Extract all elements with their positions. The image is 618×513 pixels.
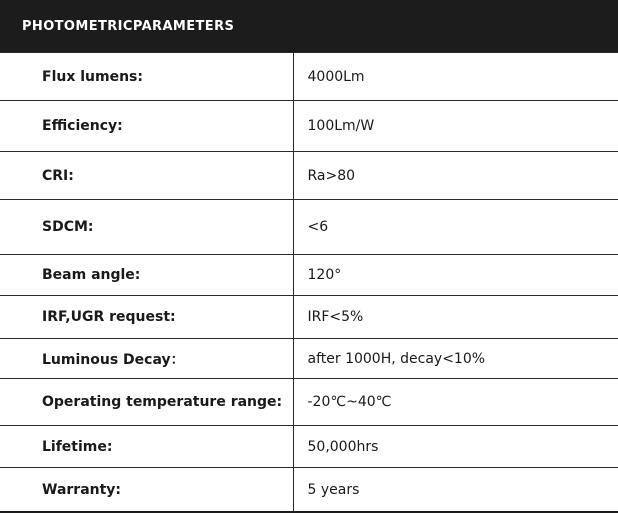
- table-title: PHOTOMETRICPARAMETERS: [22, 18, 235, 34]
- table-row: [0, 255, 618, 296]
- row-label: Luminous Decay：: [0, 339, 293, 379]
- row-value: 120°: [293, 255, 618, 296]
- table-row: [0, 339, 618, 379]
- row-label: SDCM:: [0, 200, 293, 255]
- row-label: IRF,UGR request:: [0, 296, 293, 339]
- row-value: 50,000hrs: [293, 426, 618, 468]
- table-header: [0, 0, 618, 52]
- row-label: Efficiency:: [0, 101, 293, 152]
- table-row: [0, 152, 618, 200]
- row-label: Operating temperature range:: [0, 379, 293, 426]
- table-row: [0, 426, 618, 468]
- row-value: after 1000H, decay<10%: [293, 339, 618, 379]
- row-value: -20℃~40℃: [293, 379, 618, 426]
- row-value: IRF<5%: [293, 296, 618, 339]
- row-label: Flux lumens:: [0, 53, 293, 101]
- table-row: [0, 200, 618, 255]
- row-value: 4000Lm: [293, 53, 618, 101]
- table-row: [0, 101, 618, 152]
- row-value: <6: [293, 200, 618, 255]
- table-row: [0, 468, 618, 512]
- row-value: 100Lm/W: [293, 101, 618, 152]
- table-row: [0, 379, 618, 426]
- row-label: Beam angle:: [0, 255, 293, 296]
- row-label: CRI:: [0, 152, 293, 200]
- table-row: [0, 53, 618, 101]
- row-value: 5 years: [293, 468, 618, 512]
- row-label: Warranty:: [0, 468, 293, 512]
- row-label: Lifetime:: [0, 426, 293, 468]
- parameters-table: [0, 52, 618, 512]
- table-row: [0, 296, 618, 339]
- row-value: Ra>80: [293, 152, 618, 200]
